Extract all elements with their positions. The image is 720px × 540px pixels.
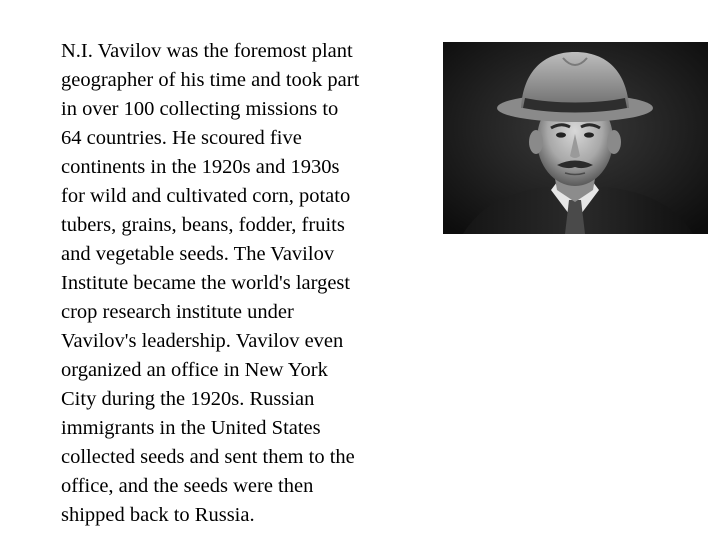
body-paragraph <box>61 37 421 530</box>
text-line: office, and the seeds were then <box>61 475 314 497</box>
text-line: for wild and cultivated corn, potato <box>61 185 351 207</box>
text-line: tubers, grains, beans, fodder, fruits <box>61 214 345 236</box>
text-line: and vegetable seeds. The Vavilov <box>61 243 335 265</box>
text-line: organized an office in New York <box>61 359 328 381</box>
text-line: geographer of his time and took part <box>61 69 360 91</box>
text-line: N.I. Vavilov was the foremost plant <box>61 40 353 62</box>
text-line: in over 100 collecting missions to <box>61 98 339 120</box>
text-line: shipped back to Russia. <box>61 504 255 526</box>
text-line: 64 countries. He scoured five <box>61 127 302 149</box>
portrait-photo <box>443 42 708 234</box>
text-line: immigrants in the United States <box>61 417 321 439</box>
text-line: Vavilov's leadership. Vavilov even <box>61 330 344 352</box>
text-line: City during the 1920s. Russian <box>61 388 315 410</box>
text-line: Institute became the world's largest <box>61 272 351 294</box>
text-line: crop research institute under <box>61 301 294 323</box>
portrait-photo-icon <box>443 42 708 234</box>
text-line: continents in the 1920s and 1930s <box>61 156 340 178</box>
text-line: collected seeds and sent them to the <box>61 446 355 468</box>
